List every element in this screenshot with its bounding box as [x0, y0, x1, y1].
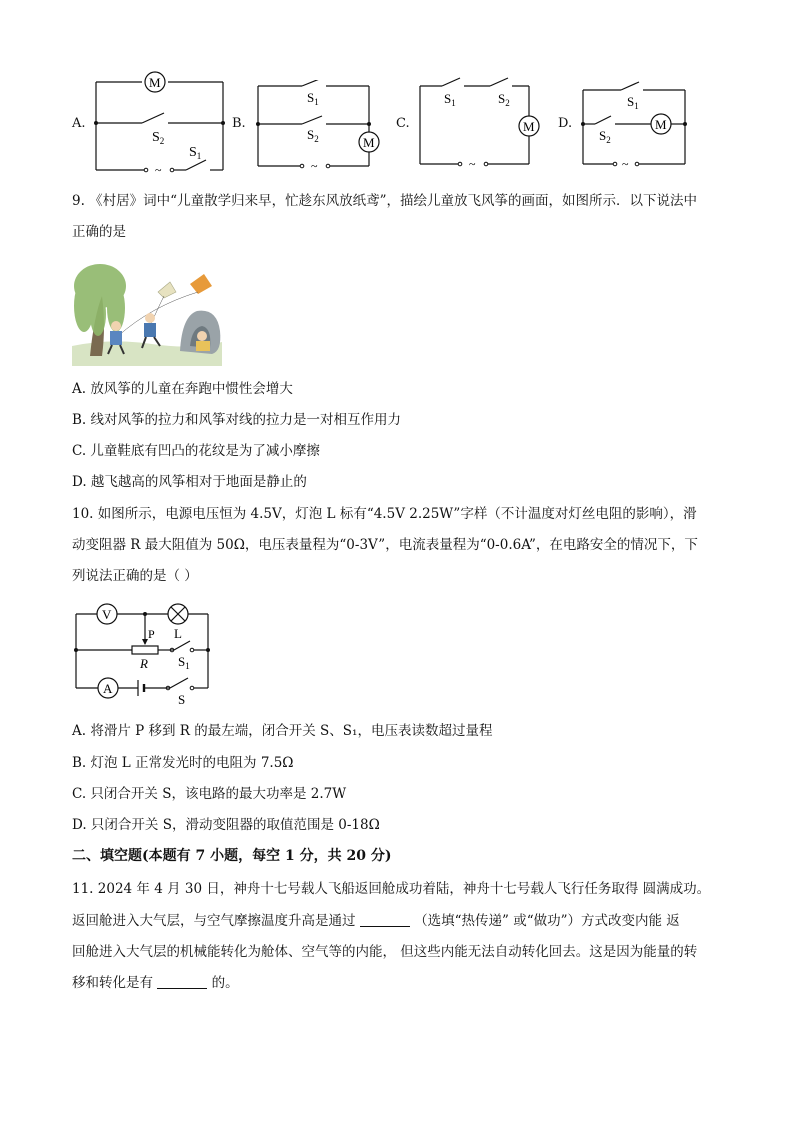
switch-s2-label: $S_2$: [498, 91, 510, 108]
q10-stem-line2: 动变阻器 R 最大阻值为 50Ω，电压表量程为“0-3V”，电流表量程为“0-0.6A”，在电路安全的情况下，下: [72, 537, 698, 553]
switch-s2-label: $S_2$: [307, 127, 319, 144]
q9-option-c: C. 儿童鞋底有凹凸的花纹是为了减小摩擦: [72, 443, 320, 459]
q11-line4: [72, 974, 239, 992]
q8-option-c-label: C.: [396, 116, 410, 131]
q8-option-d-label: D.: [558, 116, 573, 131]
ac-source-label: ~: [622, 157, 629, 170]
section-2-title: 二、填空题(本题有 7 小题，每空 1 分，共 20 分): [72, 848, 392, 864]
q9-stem-line1: 9. 《村居》词中“儿童散学归来早，忙趁东风放纸鸢”，描绘儿童放飞风筝的画面，如图所示．以下说法中: [72, 193, 697, 209]
switch-s1-label: $S_1$: [189, 145, 202, 161]
motor-label: M: [149, 75, 161, 90]
rheostat-label: R: [140, 656, 148, 671]
q10-option-d: D. 只闭合开关 S，滑动变阻器的取值范围是 0-18Ω: [72, 817, 380, 833]
q9-option-b: B. 线对风筝的拉力和风筝对线的拉力是一对相互作用力: [72, 412, 402, 428]
q9-stem-line2: 正确的是: [72, 224, 126, 240]
motor-label: M: [523, 119, 535, 134]
q10-stem-line3: 列说法正确的是（ ）: [72, 568, 198, 584]
q11-blank-1[interactable]: [360, 914, 410, 927]
q11-line2-part2: （选填“热传递” 或“做功”）方式改变内能 返: [414, 913, 680, 929]
q8-circuit-a: [90, 68, 230, 178]
ac-source-label: ~: [155, 163, 162, 177]
switch-s-label: S: [178, 692, 186, 707]
motor-label: M: [363, 135, 375, 150]
ac-source-label: ~: [469, 157, 476, 171]
voltmeter-label: V: [102, 607, 112, 622]
q10-stem-line1: 10. 如图所示，电源电压恒为 4.5V，灯泡 L 标有“4.5V 2.25W”字样（不计温度对灯丝电阻的影响），滑: [72, 506, 697, 522]
q11-line4-part1: 移和转化是有: [72, 975, 153, 991]
motor-label: M: [655, 117, 667, 132]
switch-s1-label: $S_1$: [178, 654, 190, 671]
switch-s1-label: $S_1$: [444, 91, 456, 108]
q9-option-a: A. 放风筝的儿童在奔跑中惯性会增大: [72, 381, 293, 397]
q10-option-a: A. 将滑片 P 移到 R 的最左端，闭合开关 S、S₁，电压表读数超过量程: [72, 723, 493, 739]
q9-option-d: D. 越飞越高的风筝相对于地面是静止的: [72, 474, 307, 490]
switch-s1-label: $S_1$: [627, 94, 639, 111]
q8-option-b-label: B.: [232, 116, 246, 131]
lamp-label: L: [174, 626, 182, 641]
switch-s2-label: $S_2$: [599, 128, 611, 145]
q10-circuit-diagram: [70, 598, 220, 708]
slider-p-label: P: [148, 627, 155, 641]
q8-circuit-d: [577, 80, 697, 170]
q11-line2: [72, 912, 680, 930]
kite-children-illustration: [72, 256, 222, 366]
q8-option-a-label: A.: [72, 116, 86, 131]
q11-blank-2[interactable]: [157, 976, 207, 989]
ammeter-label: A: [103, 681, 113, 696]
q8-circuit-b: [252, 80, 382, 175]
q10-option-c: C. 只闭合开关 S，该电路的最大功率是 2.7W: [72, 786, 347, 802]
switch-s2-label: $S_2$: [152, 130, 165, 146]
q8-circuit-c: [414, 72, 544, 172]
q11-line3: 回舱进入大气层的机械能转化为舱体、空气等的内能， 但这些内能无法自动转化回去。这是因为能量的转: [72, 944, 698, 960]
q11-line2-part1: 返回舱进入大气层，与空气摩擦温度升高是通过: [72, 913, 356, 929]
q11-line1: 11. 2024 年 4 月 30 日，神舟十七号载人飞船返回舱成功着陆，神舟十七号载人飞行任务取得 圆满成功。: [72, 881, 711, 897]
switch-s1-label: $S_1$: [307, 90, 319, 107]
q11-line4-part2: 的。: [211, 975, 239, 991]
q10-option-b: B. 灯泡 L 正常发光时的电阻为 7.5Ω: [72, 755, 294, 771]
ac-source-label: ~: [311, 159, 318, 173]
